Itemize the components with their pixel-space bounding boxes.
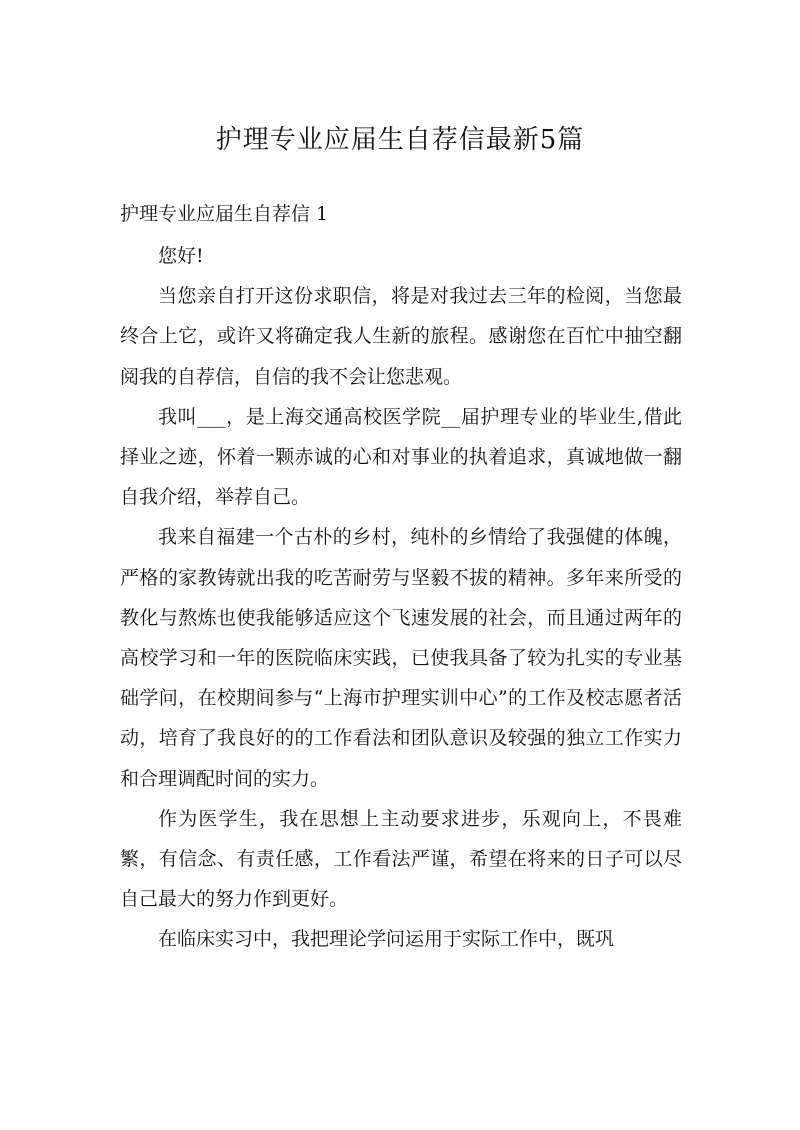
- document-body: [120, 236, 682, 960]
- paragraph: 在临床实习中，我把理论学问运用于实际工作中，既巩: [158, 928, 615, 951]
- paragraph: 我来自福建一个古朴的乡村，纯朴的乡情给了我强健的体魄，严格的家教铸就出我的吃苦耐劳与坚毅不拔的精神。多年来所受的教化与熬炼也使我能够适应这个飞速发展的社会，而且通过两年的高校学习和一年的医院临床实践，已使我具备了较为扎实的专业基础学问，在校期间参与“上海市护理实训中心”的工作及校志愿者活动，培育了我良好的的工作看法和团队意识及较强的独立工作实力和合理调配时间的实力。: [120, 526, 682, 790]
- paragraph: 我叫___，是上海交通高校医学院__届护理专业的毕业生,借此择业之迹，怀着一颗赤诚的心和对事业的执着追求，真诚地做一翻自我介绍，举荐自己。: [120, 405, 682, 509]
- document-subtitle: 护理专业应届生自荐信 1: [120, 203, 329, 225]
- document-title: 护理专业应届生自荐信最新5篇: [215, 125, 585, 155]
- paragraph: 当您亲自打开这份求职信，将是对我过去三年的检阅，当您最终合上它，或许又将确定我人生新的旅程。感谢您在百忙中抽空翻阅我的自荐信，自信的我不会让您悲观。: [120, 285, 682, 388]
- paragraph-greeting: 您好!: [158, 245, 204, 267]
- paragraph: 作为医学生，我在思想上主动要求进步，乐观向上，不畏难繁，有信念、有责任感，工作看法严谨，希望在将来的日子可以尽自己最大的努力作到更好。: [120, 807, 682, 911]
